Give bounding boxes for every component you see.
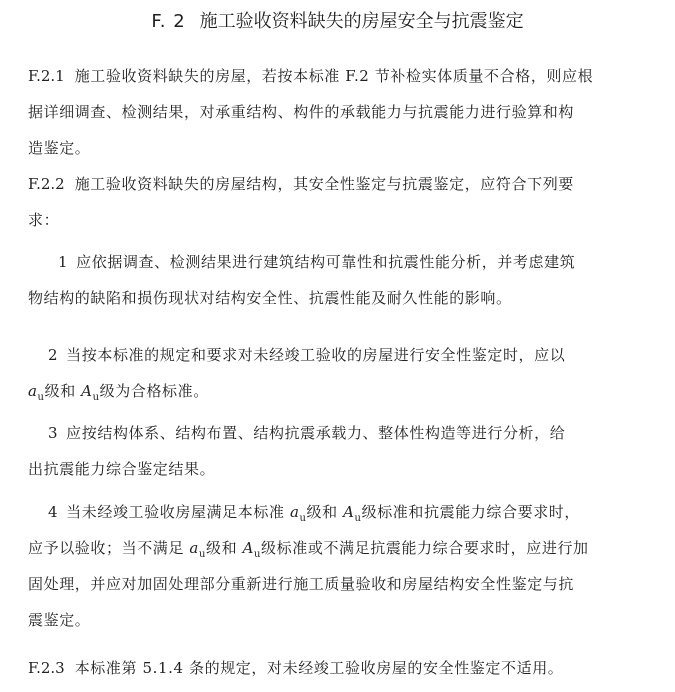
section-number: F. 2 <box>151 11 186 32</box>
clause-f-2-2 <box>28 166 574 238</box>
item-number: 4 <box>48 503 59 521</box>
clause-number: F.2.1 <box>28 67 65 85</box>
list-item-3 <box>28 415 565 487</box>
clause-line: 据详细调查、检测结果，对承重结构、构件的承载能力与抗震能力进行验算和构 <box>28 103 575 121</box>
item-line: 固处理，并应对加固处理部分重新进行施工质量验收和房屋结构安全性鉴定与抗 <box>28 575 575 593</box>
clause-line: 造鉴定。 <box>28 139 91 157</box>
item-number: 1 <box>58 253 69 271</box>
item-text: 当按本标准的规定和要求对未经竣工验收的房屋进行安全性鉴定时，应以 <box>66 346 566 364</box>
grade-symbol: $a_u$ <box>289 503 307 524</box>
grade-symbol: $A_u$ <box>343 503 362 524</box>
item-line <box>28 337 565 373</box>
clause-text: 施工验收资料缺失的房屋结构，其安全性鉴定与抗震鉴定，应符合下列要 <box>74 175 574 193</box>
clause-line <box>28 58 593 94</box>
item-line: 出抗震能力综合鉴定结果。 <box>28 460 216 478</box>
grade-symbol: $a_u$ <box>28 382 45 403</box>
clause-number: F.2.3 <box>28 659 65 677</box>
item-line: 4 当未经竣工验收房屋满足本标准 $a_u$级和 $A_u$级标准和抗震能力综合要求时， <box>48 503 580 524</box>
item-line: 应予以验收；当不满足 $a_u$级和 $A_u$级标准或不满足抗震能力综合要求时，应进行加 <box>28 539 589 560</box>
clause-f-2-1 <box>28 58 593 166</box>
item-line: $a_u$级和 $A_u$级为合格标准。 <box>28 382 209 403</box>
clause-text: 本标准第 5.1.4 条的规定，对未经竣工验收房屋的安全性鉴定不适用。 <box>74 659 564 677</box>
item-number: 2 <box>48 346 59 364</box>
grade-symbol: $a_u$ <box>189 539 206 560</box>
list-item-1 <box>28 244 575 316</box>
clause-line <box>28 166 574 202</box>
clause-line: 求： <box>28 211 60 229</box>
list-item-2 <box>28 337 565 409</box>
item-text: 应按结构体系、结构布置、结构抗震承载力、整体性构造等进行分析，给 <box>66 424 566 442</box>
item-number: 3 <box>48 424 59 442</box>
clause-f-2-3 <box>28 650 563 686</box>
item-line <box>28 244 575 280</box>
section-heading <box>0 9 675 35</box>
item-line: 物结构的缺陷和损伤现状对结构安全性、抗震性能及耐久性能的影响。 <box>28 289 512 307</box>
section-title: 施工验收资料缺失的房屋安全与抗震鉴定 <box>199 11 524 32</box>
clause-line <box>28 650 563 686</box>
list-item-4 <box>28 494 589 638</box>
clause-number: F.2.2 <box>28 175 65 193</box>
item-text: 应依据调查、检测结果进行建筑结构可靠性和抗震性能分析，并考虑建筑 <box>76 253 576 271</box>
item-line: 震鉴定。 <box>28 611 91 629</box>
item-line <box>28 415 565 451</box>
grade-symbol: $A_u$ <box>81 382 100 403</box>
clause-text: 施工验收资料缺失的房屋，若按本标准 F.2 节补检实体质量不合格，则应根 <box>74 67 594 85</box>
grade-symbol: $A_u$ <box>242 539 262 560</box>
